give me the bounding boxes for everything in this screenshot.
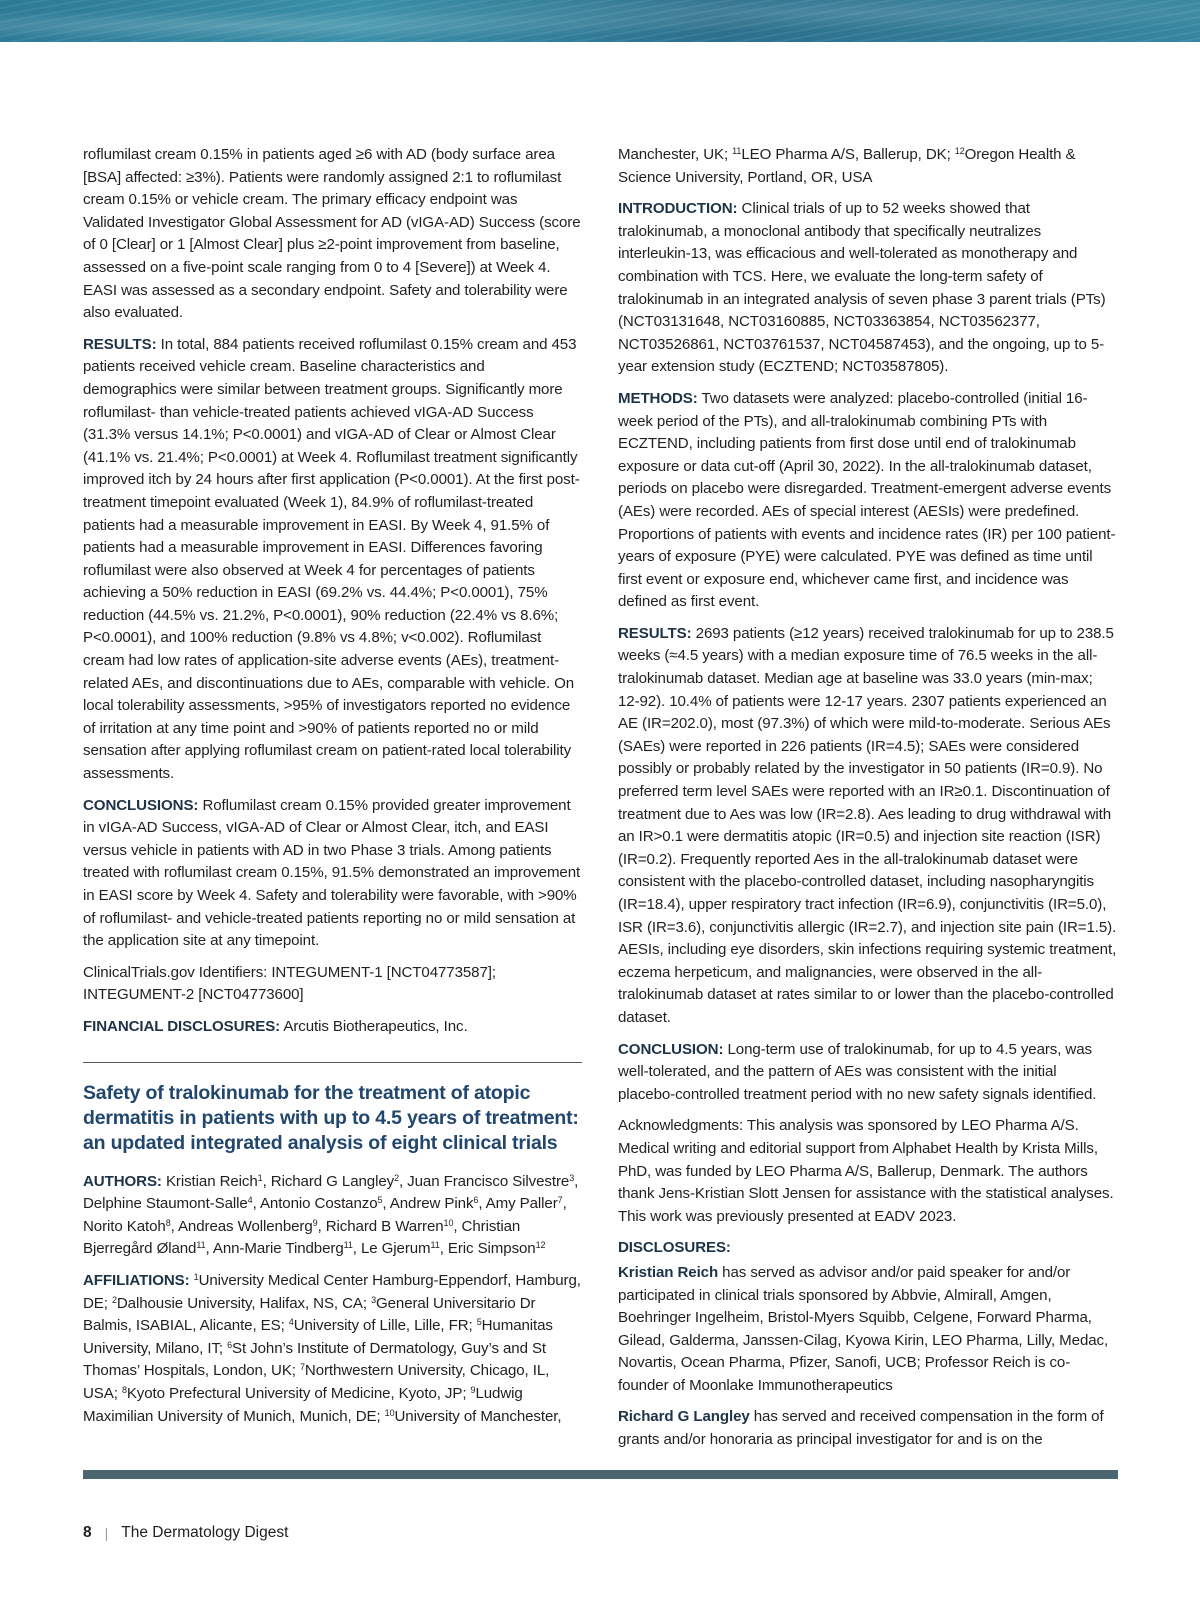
affiliations-continued-list: $^{11}$LEO Pharma A/S, Ballerup, DK; $^{12}$Oregon Health & Science University, Portland, OR, USA — [618, 146, 1076, 186]
entry-text: Richard G Langley — [270, 1172, 395, 1190]
entry-text: Kristian Reich — [165, 1172, 258, 1190]
superscripted-entry — [385, 1408, 562, 1425]
page-footer — [83, 1524, 288, 1542]
superscripted-entry — [213, 1240, 353, 1257]
disclosure-langley — [618, 1406, 1117, 1451]
page-number: 8 — [83, 1524, 92, 1541]
publication-name: The Dermatology Digest — [121, 1524, 289, 1541]
affiliations-label: AFFILIATIONS: — [83, 1271, 190, 1289]
footnote-superscript: 3 — [569, 1172, 575, 1183]
disclosure-reich — [618, 1262, 1117, 1398]
footnote-superscript: 7 — [299, 1362, 305, 1373]
disclosures-heading — [618, 1237, 1117, 1260]
entry-text: Amy Paller — [485, 1195, 558, 1213]
superscripted-entry — [83, 1218, 171, 1235]
conclusion-text: Long-term use of tralokinumab, for up to 4.5 years, was well-tolerated, and the pattern of AEs was consistent with the initial placebo-controlled treatment period with no new safety signals identified. — [618, 1040, 1097, 1103]
financial-disclosures-text: Arcutis Biotherapeutics, Inc. — [280, 1017, 468, 1035]
superscripted-entry — [407, 1173, 574, 1190]
superscripted-entry — [112, 1295, 363, 1312]
left-column — [83, 144, 582, 1437]
footnote-superscript: 3 — [371, 1294, 376, 1305]
affiliation-continued-text: Manchester, UK; — [618, 146, 733, 163]
entry-text: Dalhousie University, Halifax, NS, CA — [116, 1294, 363, 1312]
entry-text: Norito Katoh — [83, 1217, 166, 1235]
entry-text: Ann-Marie Tindberg — [212, 1240, 344, 1258]
entry-text: LEO Pharma A/S, Ballerup, DK — [741, 146, 947, 163]
footer-separator: | — [104, 1525, 109, 1541]
footnote-superscript: 7 — [557, 1195, 563, 1206]
entry-text: St John’s Institute of Dermatology, Guy’s and St Thomas’ Hospitals, London, UK — [83, 1339, 547, 1380]
article-title: Safety of tralokinumab for the treatment of atopic dermatitis in patients with up to 4.5 years of treatment: an updated integrated analysis of eight clinical trials — [83, 1081, 579, 1154]
authors-label: AUTHORS: — [83, 1172, 162, 1190]
methods-label: METHODS: — [618, 389, 698, 407]
footnote-superscript: 5 — [377, 1195, 383, 1206]
financial-disclosures-label: FINANCIAL DISCLOSURES: — [83, 1017, 281, 1035]
footnote-superscript: 8 — [121, 1384, 127, 1395]
footnote-superscript: 1 — [193, 1271, 199, 1282]
entry-text: Kyoto Prefectural University of Medicine, Kyoto, JP — [126, 1384, 463, 1402]
entry-text: University Medical Center Hamburg-Eppendorf, Hamburg, DE — [83, 1271, 581, 1312]
right-column — [618, 144, 1117, 1461]
introduction-paragraph — [618, 198, 1117, 379]
superscripted-entry — [361, 1240, 440, 1257]
methods-paragraph — [618, 388, 1117, 614]
footnote-superscript: 11 — [343, 1240, 353, 1251]
footnote-superscript: 6 — [473, 1195, 479, 1206]
superscripted-entry — [486, 1195, 563, 1212]
entry-text: Christian Bjerregård Øland — [83, 1217, 521, 1258]
conclusion-label: CONCLUSION: — [618, 1040, 724, 1058]
superscripted-entry — [166, 1173, 263, 1190]
entry-text: Antonio Costanzo — [259, 1195, 378, 1213]
footnote-superscript: 2 — [394, 1172, 399, 1183]
conclusions-paragraph — [83, 795, 582, 953]
entry-text: Humanitas University, Milano, IT — [83, 1317, 553, 1357]
affiliations-continued — [618, 144, 1117, 189]
results-label-2: RESULTS: — [618, 624, 692, 642]
footnote-superscript: 5 — [476, 1317, 482, 1328]
results-text: In total, 884 patients received roflumilast 0.15% cream and 453 patients received vehicle cream. Baseline characteristics and demographics were similar between treatment groups. Significantly more roflumilast- than vehicle-treated patients achieved vIGA-AD Success (31.3% versus 14.1%; P<0.0001) and vIGA-AD of Clear or Almost Clear (41.1% vs. 21.4%; P<0.0001) at Week 4. Roflumilast treatment significantly improved itch by 24 hours after first application (P<0.0001). At the first post-treatment timepoint evaluated (Week 1), 84.9% of roflumilast-treated patients had a measurable improvement in EASI. By Week 4, 91.5% of patients had a measurable improvement in EASI. Differences favoring roflumilast were also observed at Week 4 for percentages of patients achieving a 50% reduction in EASI (69.2% vs. 44.4%; P<0.0001), 75% reduction (44.5% vs. 21.2%, P<0.0001), 90% reduction (22.4% vs 8.6%; P<0.0001), and 100% reduction (9.8% vs 4.8%; v<0.002). Roflumilast cream had low rates of application-site adverse events (AEs), treatment-related AEs, and discontinuations due to AEs, comparable with vehicle. On local tolerability assessments, >95% of investigators reported no evidence of irritation at any time point and >90% of patients reported no or mild sensation after applying roflumilast cream on patient-rated local tolerability assessments. — [83, 335, 580, 783]
footnote-superscript: 4 — [288, 1317, 294, 1328]
methods-text: Two datasets were analyzed: placebo-controlled (initial 16-week period of the PTs), and all-tralokinumab combining PTs with ECZTEND, including patients from first dose until end of tralokinumab exposure or data cut-off (April 30, 2022). In the all-tralokinumab dataset, periods on placebo were disregarded. Treatment-emergent adverse events (AEs) were recorded. AEs of special interest (AESIs) were predefined. Proportions of patients with events and incidence rates (IR) per 100 patient-years of exposure (PYE) were calculated. PYE was defined as time until first event or exposure end, whichever came first, and incidence was defined as first event. — [618, 389, 1116, 611]
superscripted-entry — [271, 1173, 399, 1190]
entry-text: Northwestern University, Chicago, IL, USA — [83, 1362, 550, 1402]
entry-text: Andreas Wollenberg — [177, 1217, 313, 1235]
footnote-superscript: 11 — [430, 1240, 440, 1251]
footnote-superscript: 11 — [196, 1240, 206, 1251]
introduction-label: INTRODUCTION: — [618, 200, 738, 218]
entry-text: University of Lille, Lille, FR — [293, 1317, 469, 1335]
footnote-superscript: 1 — [257, 1172, 263, 1183]
trial-identifier-line: INTEGUMENT-2 [NCT04773600] — [83, 986, 304, 1004]
footnote-superscript: 10 — [384, 1407, 395, 1418]
section-divider — [83, 1062, 582, 1063]
conclusion-paragraph — [618, 1039, 1117, 1107]
disclosure-text: has served as advisor and/or paid speaker for and/or participated in clinical trials sponsored by Abbvie, Almirall, Amgen, Boehringer Ingelheim, Bristol-Myers Squibb, Celgene, Forward Pharma, Gilead, Galderma, Janssen-Cilag, Kyowa Kirin, LEO Pharma, Lilly, Medac, Novartis, Ocean Pharma, Pfizer, Sanofi, UCB; Professor Reich is co-founder of Moonlake Immunotherapeutics — [618, 1263, 1109, 1394]
disclosures-label: DISCLOSURES: — [618, 1239, 731, 1257]
footnote-superscript: 4 — [247, 1195, 253, 1206]
authors-list: Kristian Reich$^1$, Richard G Langley$^2$, Juan Francisco Silvestre$^3$, Delphine Staumont-Salle$^4$, Antonio Costanzo$^5$, Andrew Pink$^6$, Amy Paller$^7$, Norito Katoh$^8$, Andreas Wollenberg$^9$, Richard B Warren$^{10}$, Christian Bjerregård Øland$^{11}$, Ann-Marie Tindberg$^{11}$, Le Gjerum$^{11}$, Eric Simpson$^{12}$ — [83, 1172, 579, 1258]
entry-text: Delphine Staumont-Salle — [83, 1195, 248, 1213]
superscripted-entry — [289, 1317, 469, 1334]
introduction-text: Clinical trials of up to 52 weeks showed that tralokinumab, a monoclonal antibody that specifically neutralizes interleukin-13, was efficacious and well-tolerated as monotherapy and combination with TCS. Here, we evaluate the long-term safety of tralokinumab in an integrated analysis of seven phase 3 parent trials (PTs) (NCT03131648, NCT03160885, NCT03363854, NCT03562377, NCT03526861, NCT03761537, NCT04587453), and the ongoing, up to 5-year extension study (ECZTEND; NCT03587805). — [618, 200, 1106, 376]
entry-text: Richard B Warren — [325, 1217, 444, 1235]
trial-identifier-line: ClinicalTrials.gov Identifiers: INTEGUMENT-1 [NCT04773587]; — [83, 963, 496, 981]
footnote-superscript: 8 — [165, 1217, 171, 1228]
entry-text: University of Manchester, — [394, 1407, 562, 1425]
trial-identifiers — [83, 962, 582, 1007]
entry-text: Oregon Health & Science University, Portland, OR, USA — [618, 146, 1076, 186]
authors-paragraph — [83, 1171, 582, 1261]
entry-text: Andrew Pink — [389, 1195, 474, 1213]
footer-rule — [83, 1470, 1118, 1479]
financial-disclosures-paragraph — [83, 1016, 582, 1039]
header-ocean-banner — [0, 0, 1200, 42]
superscripted-entry — [178, 1218, 318, 1235]
results-text-2: 2693 patients (≥12 years) received tralokinumab for up to 238.5 weeks (≈4.5 years) with a median exposure time of 76.5 weeks in the all-tralokinumab dataset. Median age at baseline was 33.0 years (min-max; 12-92). 10.4% of patients were 12-17 years. 2307 patients experienced an AE (IR=202.0), most (97.3%) of which were mild-to-moderate. Serious AEs (SAEs) were reported in 226 patients (IR=4.5); SAEs were considered possibly or probably related by the investigator in 50 patients (IR=0.9). No preferred term level SAEs were reported with an IR≥0.1. Discontinuation of treatment due to Aes was low (IR=2.8). Aes leading to drug withdrawal with an IR>0.1 were dermatitis atopic (IR=0.5) and injection site reaction (ISR) (IR=0.2). Frequently reported Aes in the all-tralokinumab dataset were consistent with the placebo-controlled dataset, including nasopharyngitis (IR=18.4), upper respiratory tract infection (IR=6.9), conjunctivitis (IR=5.0), ISR (IR=3.6), conjunctivitis allergic (IR=2.7), and injection site pain (IR=1.5). AESIs, including eye disorders, skin infections requiring systemic treatment, eczema herpeticum, and malignancies, were observed in the all-tralokinumab dataset at rates similar to or lower than the placebo-controlled dataset. — [618, 624, 1117, 1026]
footnote-superscript: 9 — [312, 1217, 318, 1228]
entry-text: Eric Simpson — [447, 1240, 536, 1258]
entry-text: Ludwig Maximilian University of Munich, Munich, DE — [83, 1384, 523, 1425]
affiliations-paragraph — [83, 1270, 582, 1428]
disclosure-text: has served and received compensation in the form of grants and/or honoraria as principal investigator for and is on the — [618, 1408, 1104, 1449]
footnote-superscript: 12 — [954, 146, 965, 156]
superscripted-entry — [260, 1195, 382, 1212]
footnote-superscript: 6 — [227, 1339, 233, 1350]
footnote-superscript: 9 — [470, 1384, 476, 1395]
footnote-superscript: 12 — [535, 1240, 546, 1251]
superscripted-entry — [448, 1240, 546, 1257]
conclusions-text: Roflumilast cream 0.15% provided greater improvement in vIGA-AD Success, vIGA-AD of Clear or Almost Clear, itch, and EASI versus vehicle in patients with AD in two Phase 3 trials. Among patients treated with roflumilast cream 0.15%, 91.5% demonstrated an improvement in EASI score by Week 4. Safety and tolerability were favorable, with >90% of roflumilast- and vehicle-treated patients reporting no or mild sensation at the application site at any timepoint. — [83, 796, 581, 950]
superscripted-entry — [326, 1218, 454, 1235]
results-label: RESULTS: — [83, 335, 157, 353]
results-paragraph — [83, 334, 582, 786]
footnote-superscript: 11 — [732, 146, 742, 156]
superscripted-entry — [122, 1385, 462, 1402]
entry-text: Juan Francisco Silvestre — [407, 1172, 570, 1190]
acknowledgments-paragraph: Acknowledgments: This analysis was sponsored by LEO Pharma A/S. Medical writing and editorial support from Alphabet Health by Krista Mills, PhD, was funded by LEO Pharma A/S, Ballerup, Denmark. The authors thank Jens-Kristian Slott Jensen for assistance with the statistical analyses. This work was previously presented at EADV 2023. — [618, 1117, 1114, 1225]
disclosure-name: Richard G Langley — [618, 1408, 750, 1426]
affiliations-list: $^1$University Medical Center Hamburg-Eppendorf, Hamburg, DE; $^2$Dalhousie University, Halifax, NS, CA; $^3$General Universitario Dr Balmis, ISABIAL, Alicante, ES; $^4$University of Lille, Lille, FR; $^5$Humanitas University, Milano, IT; $^6$St John’s Institute of Dermatology, Guy’s and St Thomas’ Hospitals, London, UK; $^7$Northwestern University, Chicago, IL, USA; $^8$Kyoto Prefectural University of Medicine, Kyoto, JP; $^9$Ludwig Maximilian University of Munich, Munich, DE; $^{10}$University of Manchester, — [83, 1271, 581, 1425]
results-paragraph-2 — [618, 623, 1117, 1030]
intro-continued-paragraph: roflumilast cream 0.15% in patients aged ≥6 with AD (body surface area [BSA] affected: ≥3%). Patients were randomly assigned 2:1 to roflumilast cream 0.15% or vehicle cream. The primary efficacy endpoint was Validated Investigator Global Assessment for AD (vIGA-AD) Success (score of 0 [Clear] or 1 [Almost Clear] plus ≥2-point improvement from baseline, assessed on a five-point scale ranging from 0 to 4 [Severe]) at Week 4. EASI was assessed as a secondary endpoint. Safety and tolerability were also evaluated. — [83, 146, 581, 322]
footnote-superscript: 2 — [111, 1294, 117, 1305]
footnote-superscript: 10 — [443, 1217, 454, 1228]
entry-text: Le Gjerum — [360, 1240, 431, 1258]
conclusions-label: CONCLUSIONS: — [83, 796, 199, 814]
superscripted-entry — [390, 1195, 479, 1212]
disclosure-name: Kristian Reich — [618, 1263, 719, 1281]
superscripted-entry — [83, 1195, 253, 1212]
entry-text: General Universitario Dr Balmis, ISABIAL, Alicante, ES — [83, 1294, 536, 1335]
superscripted-entry — [732, 146, 946, 163]
